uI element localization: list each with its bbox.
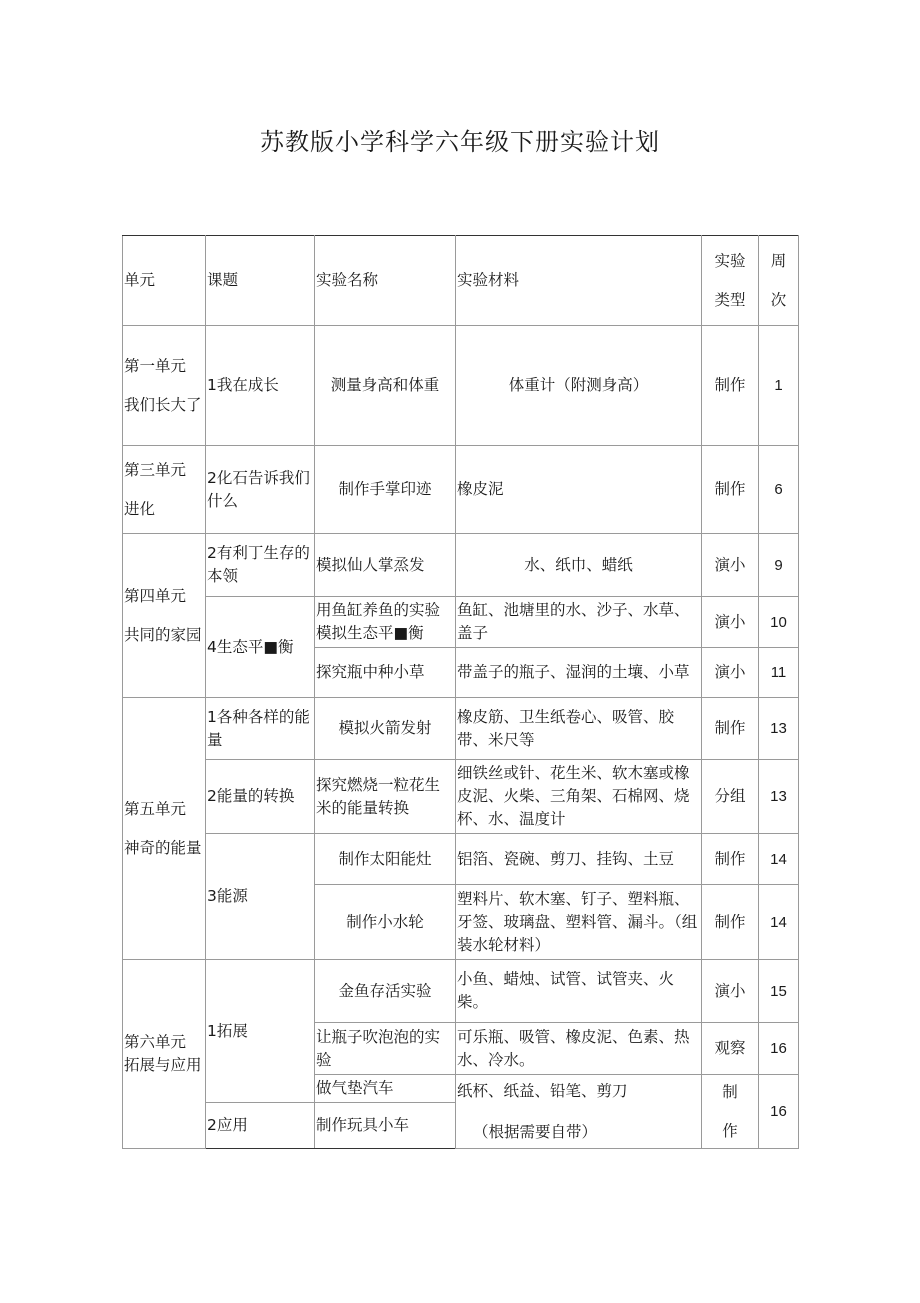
week-cell: 13: [759, 760, 799, 834]
header-type-line1: 实验: [714, 251, 746, 270]
type-cell: [702, 1075, 759, 1149]
header-lesson: 课题: [206, 236, 315, 326]
week-cell: 11: [759, 648, 799, 698]
week-cell: 1: [759, 326, 799, 446]
experiment-cell: 做气垫汽车: [315, 1075, 456, 1103]
week-cell: 14: [759, 834, 799, 885]
materials-cell: 体重计（附测身高）: [456, 326, 702, 446]
materials-cell: 塑料片、软木塞、钉子、塑料瓶、牙签、玻璃盘、塑料管、漏斗。（组装水轮材料）: [456, 885, 702, 960]
type-cell: 演小: [702, 960, 759, 1023]
type-cell: 演小: [702, 597, 759, 648]
experiment-cell: 制作手掌印迹: [315, 446, 456, 534]
header-unit: 单元: [123, 236, 206, 326]
unit-cell: [123, 960, 206, 1149]
week-cell: 9: [759, 534, 799, 597]
unit-cell: [123, 534, 206, 698]
type-cell: 制作: [702, 834, 759, 885]
materials-cell: 水、纸巾、蜡纸: [456, 534, 702, 597]
materials-cell: 橡皮泥: [456, 446, 702, 534]
experiment-cell: 金鱼存活实验: [315, 960, 456, 1023]
unit-name: 共同的家园: [124, 625, 202, 644]
materials-line1: 纸杯、纸益、铅笔、剪刀: [457, 1081, 628, 1100]
week-cell: 14: [759, 885, 799, 960]
unit-name: 拓展与应用: [124, 1056, 202, 1074]
unit-cell: [123, 326, 206, 446]
experiment-cell: 探究瓶中种小草: [315, 648, 456, 698]
table-row: [123, 446, 799, 534]
lesson-cell: 2化石告诉我们什么: [206, 446, 315, 534]
experiment-plan-table: [122, 235, 799, 1149]
unit-number: 第五单元: [124, 799, 187, 818]
page-title: 苏教版小学科学六年级下册实验计划: [260, 128, 660, 156]
type-cell: 制作: [702, 446, 759, 534]
materials-cell: 铝箔、瓷碗、剪刀、挂钩、土豆: [456, 834, 702, 885]
experiment-cell: 制作小水轮: [315, 885, 456, 960]
lesson-cell: 4生态平■衡: [206, 597, 315, 698]
table-header-row: [123, 236, 799, 326]
materials-cell: 鱼缸、池塘里的水、沙子、水草、盖子: [456, 597, 702, 648]
materials-note: （根据需要自带）: [473, 1122, 598, 1141]
experiment-cell: 制作玩具小车: [315, 1103, 456, 1149]
materials-cell: 带盖子的瓶子、湿润的土壤、小草: [456, 648, 702, 698]
experiment-cell: 模拟火箭发射: [315, 698, 456, 760]
lesson-cell: 3能源: [206, 834, 315, 960]
unit-cell: [123, 698, 206, 960]
experiment-cell: 测量身高和体重: [315, 326, 456, 446]
week-cell: 16: [759, 1023, 799, 1075]
type-cell: 制作: [702, 326, 759, 446]
lesson-cell: 1拓展: [206, 960, 315, 1103]
table-row: [123, 326, 799, 446]
week-cell: 13: [759, 698, 799, 760]
header-week-line2: 次: [770, 290, 787, 309]
week-cell: 10: [759, 597, 799, 648]
experiment-cell: 制作太阳能灶: [315, 834, 456, 885]
header-materials: 实验材料: [456, 236, 702, 326]
unit-name: 进化: [124, 499, 156, 518]
experiment-cell: 探究燃烧一粒花生米的能量转换: [315, 760, 456, 834]
lesson-cell: 1我在成长: [206, 326, 315, 446]
unit-number: 第四单元: [124, 586, 187, 605]
experiment-cell: 模拟仙人掌烝发: [315, 534, 456, 597]
experiment-cell: 让瓶子吹泡泡的实验: [315, 1023, 456, 1075]
unit-cell: [123, 446, 206, 534]
header-type-line2: 类型: [714, 290, 746, 309]
unit-name: 我们长大了: [124, 395, 202, 414]
experiment-cell: 用鱼缸养鱼的实验模拟生态平■衡: [315, 597, 456, 648]
type-cell: 演小: [702, 534, 759, 597]
unit-number: 第三单元: [124, 460, 187, 479]
header-week-line1: 周: [770, 251, 787, 270]
lesson-cell: 2能量的转换: [206, 760, 315, 834]
lesson-cell: 2应用: [206, 1103, 315, 1149]
type-cell: 分组: [702, 760, 759, 834]
table-row: [123, 698, 799, 760]
header-type: [702, 236, 759, 326]
header-week: [759, 236, 799, 326]
materials-cell: [456, 1075, 702, 1149]
lesson-cell: 2有利丁生存的本领: [206, 534, 315, 597]
week-cell: 6: [759, 446, 799, 534]
materials-cell: 橡皮筋、卫生纸卷心、吸管、胶带、米尺等: [456, 698, 702, 760]
type-line2: 作: [722, 1121, 738, 1140]
type-line1: 制: [722, 1082, 738, 1101]
type-cell: 制作: [702, 698, 759, 760]
type-cell: 演小: [702, 648, 759, 698]
table-row: [123, 760, 799, 834]
table-row: [123, 534, 799, 597]
table-row: [123, 597, 799, 648]
table-row: [123, 834, 799, 885]
materials-cell: 可乐瓶、吸管、橡皮泥、色素、热水、冷水。: [456, 1023, 702, 1075]
unit-number: 第六单元: [124, 1033, 187, 1051]
unit-number: 第一单元: [124, 356, 187, 375]
lesson-cell: 1各种各样的能量: [206, 698, 315, 760]
unit-name: 神奇的能量: [124, 838, 202, 857]
header-experiment: 实验名称: [315, 236, 456, 326]
table-row: [123, 960, 799, 1023]
week-cell: 16: [759, 1075, 799, 1149]
week-cell: 15: [759, 960, 799, 1023]
type-cell: 观察: [702, 1023, 759, 1075]
materials-cell: 细铁丝或针、花生米、软木塞或橡皮泥、火柴、三角架、石棉网、烧杯、水、温度计: [456, 760, 702, 834]
materials-cell: 小鱼、蜡烛、试管、试管夹、火柴。: [456, 960, 702, 1023]
type-cell: 制作: [702, 885, 759, 960]
